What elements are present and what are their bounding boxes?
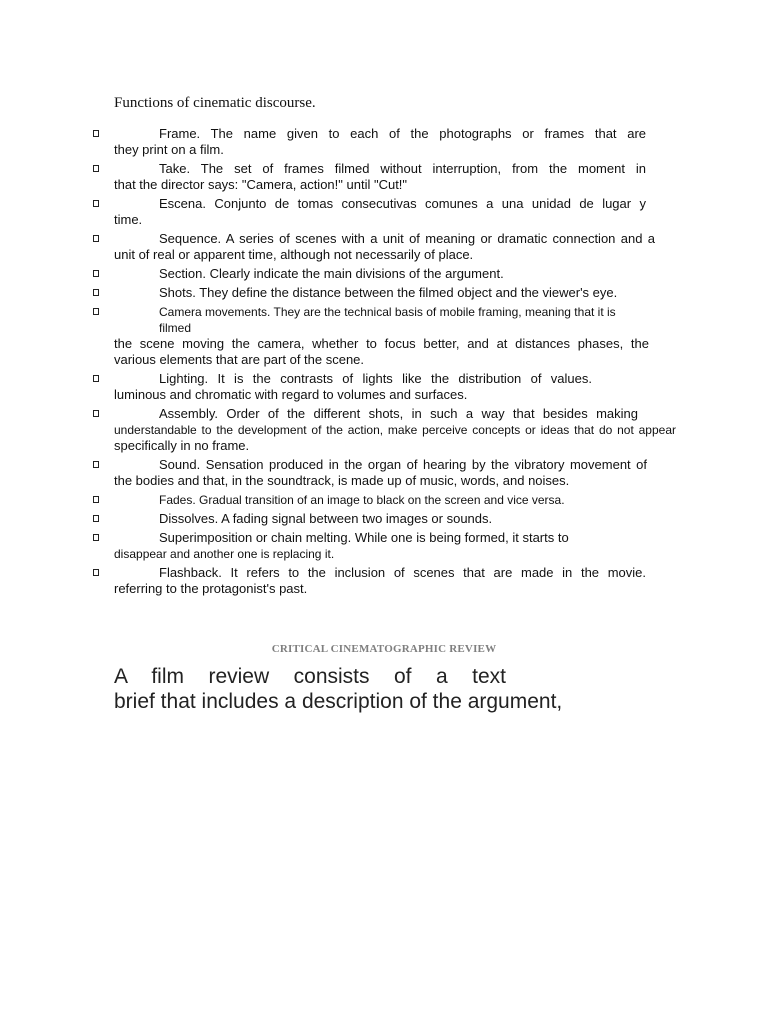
list-item bbox=[0, 371, 768, 403]
list-item bbox=[0, 304, 768, 368]
list-item bbox=[0, 285, 768, 301]
list-item-first-line: Sequence. A series of scenes with a unit of meaning or dramatic connection and a bbox=[159, 231, 655, 246]
list-item-first-line: Take. The set of frames filmed without interruption, from the moment in bbox=[159, 161, 646, 176]
square-bullet-icon bbox=[93, 165, 99, 172]
list-item bbox=[0, 266, 768, 282]
square-bullet-icon bbox=[93, 130, 99, 137]
square-bullet-icon bbox=[93, 235, 99, 242]
square-bullet-icon bbox=[93, 569, 99, 576]
square-bullet-icon bbox=[93, 461, 99, 468]
square-bullet-icon bbox=[93, 200, 99, 207]
review-line: A film review consists of a text bbox=[114, 665, 506, 688]
list-item bbox=[0, 196, 768, 228]
square-bullet-icon bbox=[93, 270, 99, 277]
list-item bbox=[0, 457, 768, 489]
list-item-continuation: time. bbox=[114, 212, 143, 227]
list-item-continuation: luminous and chromatic with regard to volumes and surfaces. bbox=[114, 387, 468, 402]
list-item-first-line: Lighting. It is the contrasts of lights like the distribution of values. bbox=[159, 371, 592, 386]
square-bullet-icon bbox=[93, 496, 99, 503]
review-section-title: CRITICAL CINEMATOGRAPHIC REVIEW bbox=[271, 643, 497, 655]
list-item-first-line: Escena. Conjunto de tomas consecutivas comunes a una unidad de lugar y bbox=[159, 196, 646, 211]
list-item bbox=[0, 161, 768, 193]
square-bullet-icon bbox=[93, 534, 99, 541]
list-item-first-line: Superimposition or chain melting. While one is being formed, it starts to bbox=[159, 530, 569, 545]
section-heading: Functions of cinematic discourse. bbox=[114, 95, 316, 111]
list-item-first-line: Fades. Gradual transition of an image to black on the screen and vice versa. bbox=[159, 493, 565, 507]
square-bullet-icon bbox=[93, 515, 99, 522]
list-item-first-line: Sound. Sensation produced in the organ of hearing by the vibratory movement of bbox=[159, 457, 647, 472]
list-item-first-line: Section. Clearly indicate the main divisions of the argument. bbox=[159, 266, 504, 281]
list-item bbox=[0, 511, 768, 527]
list-item-first-line: Camera movements. They are the technical basis of mobile framing, meaning that it is filmed bbox=[159, 305, 616, 335]
bullet-list bbox=[0, 126, 768, 598]
list-item-continuation: that the director says: "Camera, action!" until "Cut!" bbox=[114, 177, 408, 192]
list-item bbox=[0, 126, 768, 158]
list-item-continuation: understandable to the development of the action, make perceive concepts or ideas that do not appear bbox=[114, 423, 676, 437]
review-paragraph bbox=[114, 664, 563, 714]
list-item bbox=[0, 492, 768, 508]
list-item-first-line: Assembly. Order of the different shots, in such a way that besides making bbox=[159, 406, 638, 421]
list-item-continuation: the scene moving the camera, whether to focus better, and at distances phases, the bbox=[114, 336, 649, 351]
square-bullet-icon bbox=[93, 308, 99, 315]
list-item-first-line: Flashback. It refers to the inclusion of scenes that are made in the movie. bbox=[159, 565, 646, 580]
list-item-continuation: various elements that are part of the scene. bbox=[114, 352, 365, 367]
list-item-continuation: the bodies and that, in the soundtrack, is made up of music, words, and noises. bbox=[114, 473, 570, 488]
list-item-first-line: Shots. They define the distance between the filmed object and the viewer's eye. bbox=[159, 285, 618, 300]
list-item bbox=[0, 406, 768, 454]
list-item-continuation: they print on a film. bbox=[114, 142, 224, 157]
list-item-first-line: Dissolves. A fading signal between two images or sounds. bbox=[159, 511, 493, 526]
list-item-continuation: specifically in no frame. bbox=[114, 438, 250, 453]
list-item-continuation: unit of real or apparent time, although not necessarily of place. bbox=[114, 247, 474, 262]
list-item bbox=[0, 530, 768, 562]
list-item-continuation: disappear and another one is replacing it. bbox=[114, 547, 335, 561]
review-line: brief that includes a description of the argument, bbox=[114, 690, 563, 713]
square-bullet-icon bbox=[93, 375, 99, 382]
list-item bbox=[0, 565, 768, 597]
square-bullet-icon bbox=[93, 410, 99, 417]
list-item-continuation: referring to the protagonist's past. bbox=[114, 581, 308, 596]
list-item-first-line: Frame. The name given to each of the photographs or frames that are bbox=[159, 126, 646, 141]
list-item bbox=[0, 231, 768, 263]
square-bullet-icon bbox=[93, 289, 99, 296]
